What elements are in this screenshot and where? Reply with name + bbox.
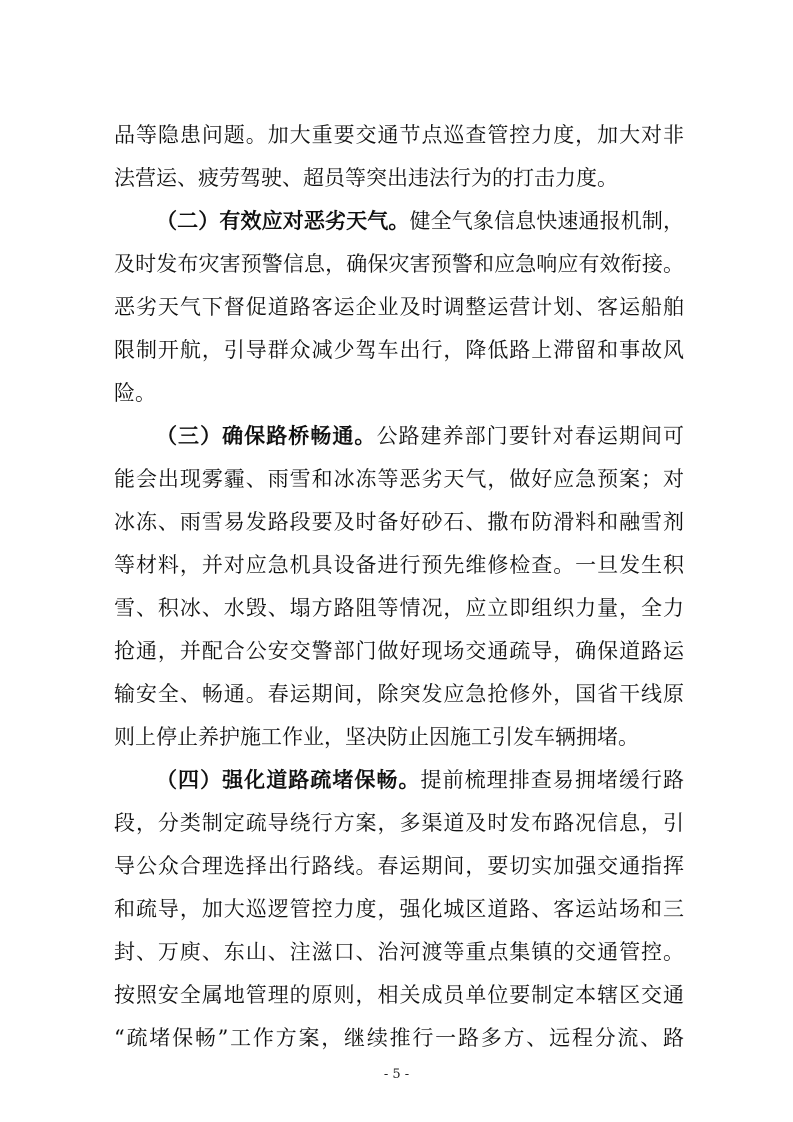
- section-heading-four: （四）强化道路疏堵保畅。: [156, 768, 421, 792]
- body-line: 按照安全属地管理的原则，相关成员单位要制定本辖区交通: [114, 983, 684, 1007]
- body-line: 限制开航，引导群众减少驾车出行，降低路上滞留和事故风: [114, 338, 684, 362]
- body-line: 导公众合理选择出行路线。春运期间，要切实加强交通指挥: [114, 854, 684, 878]
- section-two-first-line: [156, 203, 684, 239]
- section-text: 健全气象信息快速通报机制，: [409, 209, 684, 233]
- body-line: 输安全、畅通。春运期间，除突发应急抢修外，国省干线原: [114, 682, 684, 706]
- body-line: 段，分类制定疏导绕行方案，多渠道及时发布路况信息，引: [114, 811, 684, 835]
- body-line: 封、万庾、东山、注滋口、治河渡等重点集镇的交通管控。: [114, 940, 684, 964]
- body-line: 能会出现雾霾、雨雪和冰冻等恶劣天气，做好应急预案；对: [114, 467, 684, 491]
- section-text: 公路建养部门要针对春运期间可: [376, 424, 684, 448]
- body-line: “疏堵保畅”工作方案，继续推行一路多方、远程分流、路: [114, 1026, 684, 1050]
- body-line: 险。: [114, 381, 156, 405]
- section-heading-two: （二）有效应对恶劣天气。: [156, 209, 410, 233]
- section-text: 提前梳理排查易拥堵缓行路: [420, 768, 684, 792]
- section-heading-three: （三）确保路桥畅通。: [156, 424, 377, 448]
- body-line: 雪、积冰、水毁、塌方路阻等情况，应立即组织力量，全力: [114, 596, 684, 620]
- body-line: 法营运、疲劳驾驶、超员等突出违法行为的打击力度。: [114, 166, 618, 190]
- body-line: 恶劣天气下督促道路客运企业及时调整运营计划、客运船舶: [114, 295, 684, 319]
- body-line: 则上停止养护施工作业，坚决防止因施工引发车辆拥堵。: [114, 725, 639, 749]
- section-four-first-line: [156, 762, 684, 798]
- body-line: 冰冻、雨雪易发路段要及时备好砂石、撒布防滑料和融雪剂: [114, 510, 684, 534]
- page-number: - 5 -: [383, 1067, 410, 1082]
- body-line: 抢通，并配合公安交警部门做好现场交通疏导，确保道路运: [114, 639, 684, 663]
- section-three-first-line: [156, 418, 684, 454]
- body-line: 和疏导，加大巡逻管控力度，强化城区道路、客运站场和三: [114, 897, 684, 921]
- body-line: 等材料，并对应急机具设备进行预先维修检查。一旦发生积: [114, 553, 684, 577]
- body-line: 品等隐患问题。加大重要交通节点巡查管控力度，加大对非: [114, 123, 684, 147]
- body-line: 及时发布灾害预警信息，确保灾害预警和应急响应有效衔接。: [114, 252, 684, 276]
